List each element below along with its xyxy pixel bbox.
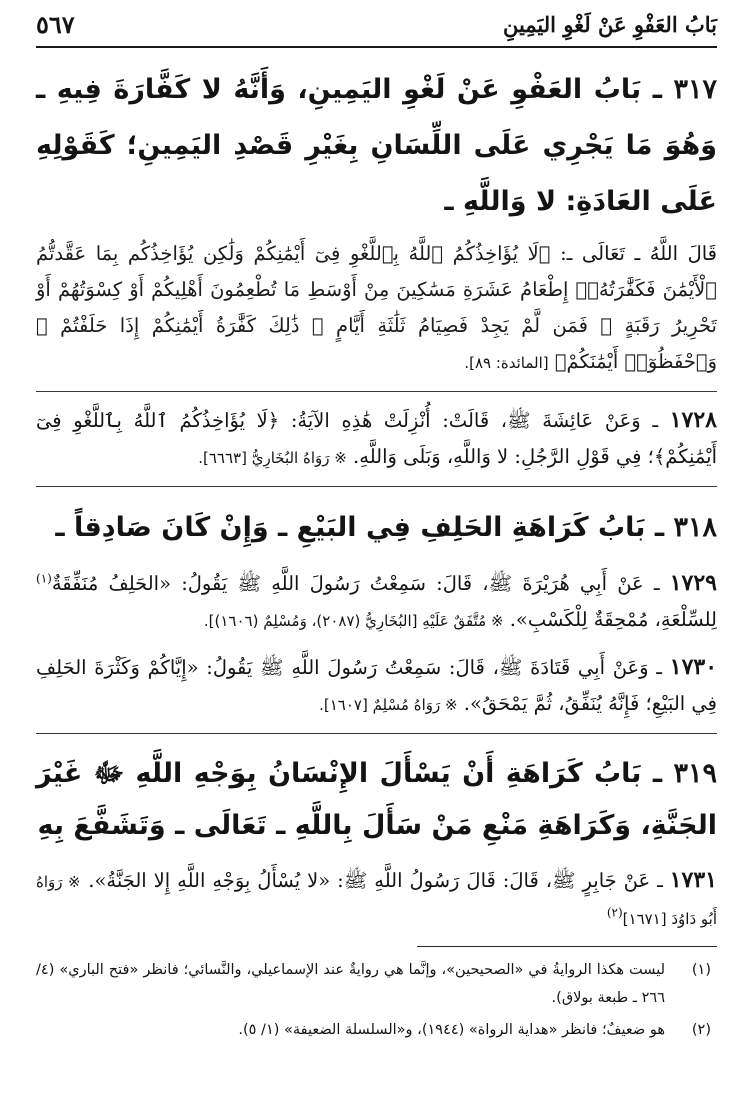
- footnote-ref-1[interactable]: (١): [36, 571, 52, 586]
- chapter-title: بَابُ العَفْوِ عَنْ لَغْوِ اليَمِينِ، وَأَنَّهُ لا كَفَّارَةَ فِيهِ ـ وَهُوَ مَا يَجْرِي عَلَى اللِّسَانِ بِغَيْرِ قَصْدِ اليَمِينِ؛ كَقَوْلِهِ عَلَى العَادَةِ: لا وَاللَّهِ ـ: [36, 74, 717, 217]
- header-rule: [36, 46, 717, 48]
- hadith-number: ١٧٣٠: [669, 654, 718, 680]
- hadith-text-continued: لِلسِّلْعَةِ، مُمْحِقَةٌ لِلْكَسْبِ».: [509, 608, 717, 631]
- quran-citation: [36, 236, 717, 381]
- page-number: ٥٦٧: [36, 10, 75, 39]
- footnote-marker: (١): [691, 962, 711, 978]
- footnotes: [36, 956, 717, 1048]
- chapter-number: ٣١٨: [673, 512, 717, 543]
- hadith-1729: [36, 565, 717, 639]
- footnote-ref-2[interactable]: (٢): [606, 905, 623, 920]
- chapter-number: ٣١٩: [673, 758, 717, 789]
- section-divider: [36, 733, 717, 734]
- footnote-1: [36, 956, 717, 1012]
- hadith-number: ١٧٢٩: [669, 570, 717, 596]
- chapter-heading-319: ٣١٩ ـ بَابُ كَرَاهَةِ أَنْ يَسْأَلَ الإِنْسَانُ بِوَجْهِ اللَّهِ ﷻ غَيْرَ الجَنَّةِ، وَكَرَاهَةِ مَنْعِ مَنْ سَأَلَ بِاللَّهِ ـ تَعَالَى ـ وَتَشَفَّعَ بِهِ: [36, 758, 717, 841]
- hadith-source: ※ رَوَاهُ البُخَارِيُّ [٦٦٦٣].: [198, 449, 347, 467]
- hadith-1728: [36, 402, 717, 476]
- chapter-title: بَابُ كَرَاهَةِ الحَلِفِ فِي البَيْعِ ـ وَإِنْ كَانَ صَادِقاً ـ: [55, 512, 646, 543]
- hadith-text: ـ عَنْ أَبِي هُرَيْرَةَ ﷺ، قَالَ: سَمِعْتُ رَسُولَ اللَّهِ ﷺ يَقُولُ: «الحَلِفُ مُنَفِّقَةٌ: [51, 572, 660, 595]
- hadith-number: ١٧٢٨: [669, 407, 717, 433]
- hadith-number: ١٧٣١: [669, 867, 717, 893]
- footnote-2: [36, 1016, 717, 1044]
- footnote-rule: [417, 946, 717, 947]
- hadith-source: ※ مُتَّفَقٌ عَلَيْهِ [البُخَارِيُّ (٢٠٨٧)، وَمُسْلِمٌ (١٦٠٦)].: [203, 612, 504, 630]
- hadith-text: ـ وَعَنْ عَائِشَةَ ﷺ، قَالَتْ: أُنْزِلَتْ هَٰذِهِ الآيَةُ: ﴿لَا يُؤَاخِذُكُمُ ٱللَّهُ بِٱللَّغْوِ فِىٓ أَيْمَٰنِكُمْ﴾؛ فِي قَوْلِ الرَّجُلِ: لا وَاللَّهِ، وَبَلَى وَاللَّهِ.: [36, 409, 717, 468]
- chapter-heading-317: ٣١٧ ـ بَابُ العَفْوِ عَنْ لَغْوِ اليَمِينِ، وَأَنَّهُ لا كَفَّارَةَ فِيهِ ـ وَهُوَ مَا يَجْرِي عَلَى اللِّسَانِ بِغَيْرِ قَصْدِ اليَمِينِ؛ كَقَوْلِهِ عَلَى العَادَةِ: لا وَاللَّهِ ـ: [36, 74, 717, 217]
- footnote-marker: (٢): [691, 1022, 711, 1038]
- hadith-1731: [36, 862, 717, 937]
- chapter-number: ٣١٧: [673, 74, 717, 105]
- running-title: بَابُ العَفْوِ عَنْ لَغْوِ اليَمِينِ: [502, 12, 717, 37]
- hadith-source: ※ رَوَاهُ مُسْلِمٌ [١٦٠٧].: [319, 696, 458, 714]
- hadith-text: ـ عَنْ جَابِرٍ ﷺ، قَالَ: قَالَ رَسُولُ اللَّهِ ﷺ: «لا يُسْأَلُ بِوَجْهِ اللَّهِ إِلا الجَنَّةُ».: [88, 869, 663, 892]
- page-content: [36, 62, 717, 937]
- chapter-heading-318: ٣١٨ ـ بَابُ كَرَاهَةِ الحَلِفِ فِي البَيْعِ ـ وَإِنْ كَانَ صَادِقاً ـ: [55, 512, 717, 543]
- running-header: [36, 6, 717, 48]
- footnote-text: ليست هكذا الروايةُ في «الصحيحين»، وإنَّما هي روايةٌ عند الإسماعيلي، والنَّسائي؛ فانظر «فتح الباري» (٤/ ٢٦٦ ـ طبعة بولاق).: [36, 962, 665, 1006]
- footnote-text: هو ضعيفٌ؛ فانظر «هداية الرواة» (١٩٤٤)، و«السلسلة الضعيفة» (١/ ٥).: [238, 1022, 665, 1038]
- hadith-text: ـ وَعَنْ أَبِي قَتَادَةَ ﷺ، قَالَ: سَمِعْتُ رَسُولَ اللَّهِ ﷺ يَقُولُ: «إِيَّاكُمْ وَكَثْرَةَ الحَلِفِ فِي البَيْعِ؛ فَإِنَّهُ يُنَفِّقُ، ثُمَّ يَمْحَقُ».: [36, 656, 717, 715]
- quran-reference: [المائدة: ٨٩].: [464, 354, 549, 372]
- section-divider: [36, 391, 717, 392]
- section-divider: [36, 486, 717, 487]
- chapter-title: بَابُ كَرَاهَةِ أَنْ يَسْأَلَ الإِنْسَانُ بِوَجْهِ اللَّهِ ﷻ غَيْرَ الجَنَّةِ، وَكَرَاهَةِ مَنْعِ مَنْ سَأَلَ بِاللَّهِ ـ تَعَالَى ـ وَتَشَفَّعَ بِهِ: [36, 758, 717, 841]
- quran-verse: ﴿لَا يُؤَاخِذُكُمُ ٱللَّهُ بِٱللَّغْوِ فِىٓ أَيْمَٰنِكُمْ وَلَٰكِن يُؤَاخِذُكُم بِمَا عَقَّدتُّمُ ٱلْأَيْمَٰنَ فَكَفَّٰرَتُهُۥٓ إِطْعَامُ عَشَرَةِ مَسَٰكِينَ مِنْ أَوْسَطِ مَا تُطْعِمُونَ أَهْلِيكُمْ أَوْ كِسْوَتُهُمْ أَوْ تَحْرِيرُ رَقَبَةٍ ۖ فَمَن لَّمْ يَجِدْ فَصِيَامُ ثَلَٰثَةِ أَيَّامٍ ۚ ذَٰلِكَ كَفَّٰرَةُ أَيْمَٰنِكُمْ إِذَا حَلَفْتُمْ ۚ وَٱحْفَظُوٓا۟ أَيْمَٰنَكُمْ﴾: [36, 242, 717, 373]
- hadith-1730: [36, 649, 717, 723]
- quran-intro: قَالَ اللَّهُ ـ تَعَالَى ـ:: [560, 242, 718, 265]
- hadith-source: ※ رَوَاهُ أَبُو دَاوُدَ [١٦٧١]: [36, 873, 717, 928]
